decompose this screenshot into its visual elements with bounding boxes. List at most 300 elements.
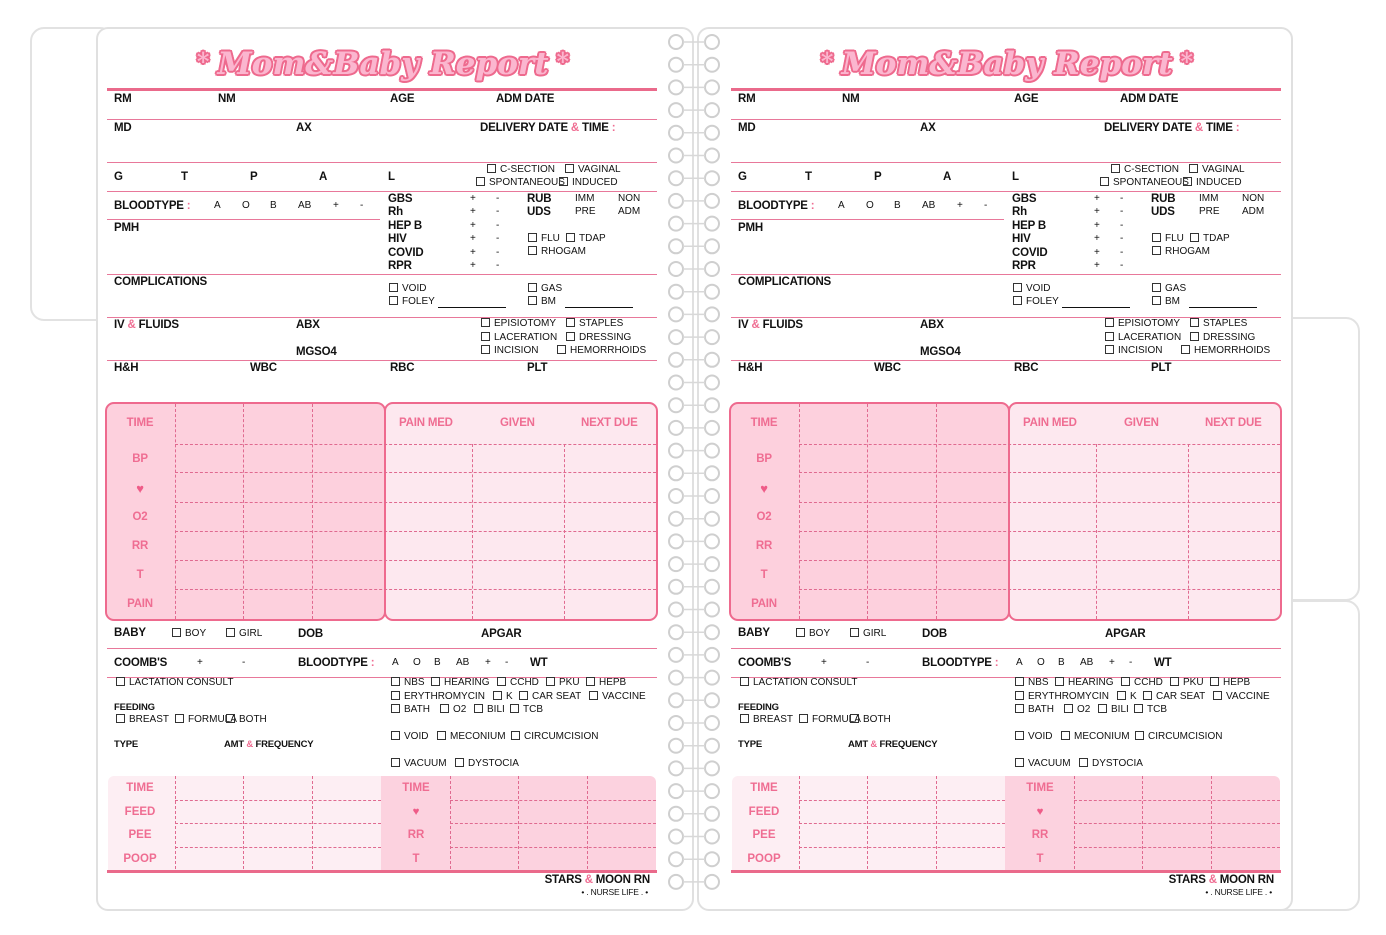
star-icon: * <box>196 47 210 76</box>
checkbox-option[interactable]: INCISION <box>481 344 538 358</box>
checkbox-option[interactable]: SPONTANEOUS <box>476 176 565 190</box>
coombs-label: COOMB'S <box>114 657 168 669</box>
label: RUB <box>1151 193 1176 205</box>
vitals-row-label: RR <box>755 540 773 552</box>
label: PRE <box>1199 206 1220 217</box>
lab-name: GBS <box>388 193 413 205</box>
baby-care-row-label: PEE <box>752 829 776 841</box>
grid-line <box>799 800 1005 801</box>
checkbox-option[interactable]: K <box>1117 690 1137 704</box>
lab-name: Rh <box>1012 206 1027 218</box>
footer-brand: STARS & MOON RN <box>544 874 650 886</box>
grid-line <box>799 589 1280 590</box>
bloodtype-label: BLOODTYPE : <box>114 200 191 212</box>
lab-name: HEP B <box>388 220 422 232</box>
heart-icon: ♥ <box>136 481 144 496</box>
checkbox-option[interactable]: HEMORRHOIDS <box>557 344 646 358</box>
lab-negative: - <box>496 233 500 244</box>
nm-label: NM <box>218 93 236 105</box>
divider-line <box>731 119 1281 120</box>
grid-line <box>936 404 937 619</box>
bloodtype-option: - <box>505 657 509 668</box>
grid-line <box>175 847 381 848</box>
amt-frequency-label: AMT & FREQUENCY <box>848 739 938 750</box>
complications-label: COMPLICATIONS <box>114 276 208 288</box>
report-page-2 <box>624 0 1324 935</box>
checkbox-option[interactable]: HEMORRHOIDS <box>1181 344 1270 358</box>
bloodtype-option: A <box>838 200 845 211</box>
grid-line <box>799 502 1280 503</box>
checkbox-option[interactable]: VAGINAL <box>565 163 621 177</box>
divider-line <box>107 648 657 649</box>
bloodtype-option: AB <box>456 657 470 668</box>
divider-line <box>107 88 657 91</box>
baby-care-row-label: FEED <box>748 806 780 818</box>
vitals-row-label: BP <box>132 453 148 465</box>
bloodtype-option: AB <box>298 200 312 211</box>
grid-line <box>799 560 1280 561</box>
lab-positive: + <box>470 193 476 204</box>
coombs-label: COOMB'S <box>738 657 792 669</box>
baby-bloodtype-label: BLOODTYPE : <box>922 657 999 669</box>
hh-label: H&H <box>738 362 763 374</box>
lab-name: GBS <box>1012 193 1037 205</box>
lab-negative: - <box>1120 233 1124 244</box>
feeding-label: FEEDING <box>738 702 779 713</box>
grid-line <box>799 823 1005 824</box>
bloodtype-option: AB <box>1080 657 1094 668</box>
label: UDS <box>1151 206 1175 218</box>
bloodtype-option: + <box>1109 657 1115 668</box>
checkbox-option[interactable]: FLU <box>1152 232 1184 246</box>
grid-line <box>175 472 656 473</box>
baby-vitals-row-label: TIME <box>1026 782 1054 794</box>
checkbox-option[interactable]: BREAST <box>116 713 169 727</box>
checkbox-option[interactable]: C-SECTION <box>1111 163 1179 177</box>
pmh-label: PMH <box>738 222 763 234</box>
grid-line <box>1096 444 1097 619</box>
checkbox-option[interactable]: BOTH <box>226 713 267 727</box>
baby-care-row-label: POOP <box>123 853 157 865</box>
checkbox-option[interactable]: C-SECTION <box>487 163 555 177</box>
checkbox-option[interactable]: BILI <box>474 703 505 717</box>
bloodtype-option: - <box>984 200 988 211</box>
md-label: MD <box>738 122 756 134</box>
mgso4-label: MGSO4 <box>920 346 961 358</box>
checkbox-option[interactable]: BREAST <box>740 713 793 727</box>
label: RUB <box>527 193 552 205</box>
lab-negative: - <box>496 247 500 258</box>
lab-name: HIV <box>1012 233 1031 245</box>
bloodtype-option: + <box>333 200 339 211</box>
vitals-row-label: BP <box>756 453 772 465</box>
lab-positive: + <box>470 233 476 244</box>
label: - <box>866 657 870 668</box>
star-icon: * <box>820 47 834 76</box>
grid-line <box>312 404 313 619</box>
checkbox-option[interactable]: GAS <box>1152 282 1186 296</box>
lab-name: RPR <box>388 260 412 272</box>
checkbox-option[interactable]: TDAP <box>1190 232 1230 246</box>
nm-label: NM <box>842 93 860 105</box>
lab-label: WBC <box>250 362 277 374</box>
checkbox-option[interactable]: SPONTANEOUS <box>1100 176 1189 190</box>
hh-label: H&H <box>114 362 139 374</box>
gtpal-label: A <box>319 171 328 183</box>
lab-positive: + <box>470 247 476 258</box>
divider-line <box>731 360 1281 361</box>
label: NON <box>618 193 641 204</box>
bloodtype-option: B <box>270 200 277 211</box>
footer-tagline: • . NURSE LIFE . • <box>1205 887 1272 897</box>
lab-name: COVID <box>388 247 424 259</box>
bloodtype-option: B <box>1058 657 1065 668</box>
bloodtype-option: - <box>1129 657 1133 668</box>
checkbox-option[interactable]: DRESSING <box>566 331 631 345</box>
grid-line <box>175 531 656 532</box>
checkbox-option[interactable]: BOY <box>796 627 830 641</box>
bloodtype-option: O <box>1037 657 1045 668</box>
vitals-row-label: PAIN <box>127 598 153 610</box>
vitals-row-label: PAIN <box>751 598 777 610</box>
checkbox-option[interactable]: CIRCUMCISION <box>1135 730 1222 744</box>
lab-name: COVID <box>1012 247 1048 259</box>
lab-negative: - <box>496 220 500 231</box>
lab-negative: - <box>1120 206 1124 217</box>
adm-date-label: ADM DATE <box>1120 93 1179 105</box>
write-in-line[interactable] <box>1189 307 1257 308</box>
baby-label: BABY <box>738 627 770 639</box>
grid-line <box>175 560 656 561</box>
vitals-row-label: O2 <box>756 511 772 523</box>
vitals-row-label: TIME <box>750 417 778 429</box>
checkbox-option[interactable]: DYSTOCIA <box>1079 757 1143 771</box>
heart-icon: ♥ <box>1036 806 1044 818</box>
checkbox-option[interactable]: O2 <box>1064 703 1090 717</box>
checkbox-option[interactable]: CCHD <box>1121 676 1163 690</box>
checkbox-option[interactable]: LACERATION <box>1105 331 1181 345</box>
checkbox-option[interactable]: FORMULA <box>799 713 861 727</box>
label: PRE <box>575 206 596 217</box>
grid-line <box>1074 847 1280 848</box>
checkbox-option[interactable]: GAS <box>528 282 562 296</box>
write-in-line[interactable] <box>1062 307 1130 308</box>
lab-positive: + <box>470 260 476 271</box>
checkbox-option[interactable]: RHOGAM <box>528 245 586 259</box>
label: + <box>197 657 203 668</box>
checkbox-option[interactable]: BOY <box>172 627 206 641</box>
checkbox-option[interactable]: GIRL <box>226 627 262 641</box>
grid-line <box>1074 800 1280 801</box>
report-title <box>189 46 577 82</box>
grid-line <box>799 404 800 619</box>
checkbox-option[interactable]: NBS <box>1015 676 1049 690</box>
divider-line <box>107 360 657 361</box>
baby-care-row-label: POOP <box>747 853 781 865</box>
divider-line <box>107 119 657 120</box>
grid-line <box>175 502 656 503</box>
baby-bloodtype-label: BLOODTYPE : <box>298 657 375 669</box>
footer-tagline: • . NURSE LIFE . • <box>581 887 648 897</box>
bloodtype-option: O <box>866 200 874 211</box>
checkbox-option[interactable]: LACERATION <box>481 331 557 345</box>
label: - <box>242 657 246 668</box>
checkbox-option[interactable]: VACCINE <box>589 690 646 704</box>
baby-vitals-row-label: RR <box>407 829 425 841</box>
checkbox-option[interactable]: GIRL <box>850 627 886 641</box>
checkbox-option[interactable]: BATH <box>391 703 430 717</box>
checkbox-option[interactable]: CAR SEAT <box>519 690 581 704</box>
checkbox-option[interactable]: ERYTHROMYCIN <box>391 690 485 704</box>
delivery-date-label: DELIVERY DATE & TIME : <box>1104 122 1240 134</box>
checkbox-option[interactable]: HEARING <box>431 676 490 690</box>
checkbox-option[interactable]: TCB <box>1134 703 1167 717</box>
gtpal-label: A <box>943 171 952 183</box>
checkbox-option[interactable]: CCHD <box>497 676 539 690</box>
bloodtype-option: O <box>242 200 250 211</box>
lab-negative: - <box>496 193 500 204</box>
age-label: AGE <box>1014 93 1039 105</box>
checkbox-option[interactable]: HEPB <box>586 676 626 690</box>
lab-label: RBC <box>390 362 415 374</box>
abx-label: ABX <box>920 319 944 331</box>
write-in-line[interactable] <box>438 307 506 308</box>
checkbox-option[interactable]: VAGINAL <box>1189 163 1245 177</box>
label: + <box>821 657 827 668</box>
label: IMM <box>575 193 595 204</box>
checkbox-option[interactable]: K <box>493 690 513 704</box>
baby-vitals-row-label: RR <box>1031 829 1049 841</box>
checkbox-option[interactable]: BOTH <box>850 713 891 727</box>
write-in-line[interactable] <box>565 307 633 308</box>
report-title <box>813 46 1201 82</box>
checkbox-option[interactable]: LACTATION CONSULT <box>116 676 233 690</box>
lab-negative: - <box>496 206 500 217</box>
checkbox-option[interactable]: PKU <box>546 676 580 690</box>
lab-negative: - <box>1120 247 1124 258</box>
type-label: TYPE <box>114 739 139 750</box>
wt-label: WT <box>530 657 548 669</box>
bloodtype-option: AB <box>922 200 936 211</box>
checkbox-option[interactable]: LACTATION CONSULT <box>740 676 857 690</box>
vitals-row-label: T <box>760 569 768 581</box>
bloodtype-option: - <box>360 200 364 211</box>
bloodtype-option: + <box>485 657 491 668</box>
bloodtype-option: B <box>434 657 441 668</box>
heart-icon: ♥ <box>412 806 420 818</box>
type-label: TYPE <box>738 739 763 750</box>
grid-line <box>472 444 473 619</box>
feeding-label: FEEDING <box>114 702 155 713</box>
checkbox-option[interactable]: TDAP <box>566 232 606 246</box>
checkbox-option[interactable]: EPISIOTOMY <box>1105 317 1180 331</box>
checkbox-option[interactable]: NBS <box>391 676 425 690</box>
ax-label: AX <box>920 122 936 134</box>
checkbox-option[interactable]: CAR SEAT <box>1143 690 1205 704</box>
grid-line <box>867 404 868 619</box>
checkbox-option[interactable]: FOLEY <box>389 295 435 309</box>
vitals-row-label: T <box>136 569 144 581</box>
gtpal-label: G <box>114 171 123 183</box>
checkbox-option[interactable]: INDUCED <box>559 176 618 190</box>
star-icon: * <box>556 47 570 76</box>
checkbox-option[interactable]: VOID <box>389 282 426 296</box>
lab-positive: + <box>1094 193 1100 204</box>
gtpal-label: P <box>874 171 882 183</box>
lab-positive: + <box>470 220 476 231</box>
lab-label: RBC <box>1014 362 1039 374</box>
checkbox-option[interactable]: BATH <box>1015 703 1054 717</box>
grid-line <box>175 823 381 824</box>
divider-line <box>107 219 380 220</box>
grid-line <box>799 444 1280 445</box>
rm-label: RM <box>738 93 756 105</box>
gtpal-label: P <box>250 171 258 183</box>
pain-header: PAIN MED <box>1023 417 1077 429</box>
checkbox-option[interactable]: BILI <box>1098 703 1129 717</box>
grid-line <box>564 444 565 619</box>
wt-label: WT <box>1154 657 1172 669</box>
label: IMM <box>1199 193 1219 204</box>
checkbox-option[interactable]: FORMULA <box>175 713 237 727</box>
mgso4-label: MGSO4 <box>296 346 337 358</box>
md-label: MD <box>114 122 132 134</box>
heart-icon: ♥ <box>760 481 768 496</box>
grid-line <box>799 472 1280 473</box>
grid-line <box>799 531 1280 532</box>
grid-line <box>175 444 656 445</box>
baby-care-row-label: FEED <box>124 806 156 818</box>
dob-label: DOB <box>298 628 323 640</box>
lab-negative: - <box>496 260 500 271</box>
checkbox-option[interactable]: BM <box>1152 295 1180 309</box>
checkbox-option[interactable]: MECONIUM <box>1061 730 1130 744</box>
adm-date-label: ADM DATE <box>496 93 555 105</box>
lab-positive: + <box>1094 206 1100 217</box>
lab-positive: + <box>1094 260 1100 271</box>
pain-header: NEXT DUE <box>1205 417 1262 429</box>
bloodtype-option: B <box>894 200 901 211</box>
gtpal-label: T <box>181 171 188 183</box>
checkbox-option[interactable]: VACUUM <box>1015 757 1071 771</box>
lab-positive: + <box>1094 220 1100 231</box>
checkbox-option[interactable]: VOID <box>391 730 428 744</box>
vitals-row-label: O2 <box>132 511 148 523</box>
vitals-row-label: TIME <box>126 417 154 429</box>
label: ADM <box>1242 206 1265 217</box>
checkbox-option[interactable]: BM <box>528 295 556 309</box>
divider-line <box>731 88 1281 91</box>
bloodtype-label: BLOODTYPE : <box>738 200 815 212</box>
checkbox-option[interactable]: DRESSING <box>1190 331 1255 345</box>
pain-header: GIVEN <box>1124 417 1159 429</box>
grid-line <box>243 404 244 619</box>
gtpal-label: L <box>388 171 395 183</box>
checkbox-option[interactable]: RHOGAM <box>1152 245 1210 259</box>
gtpal-label: T <box>805 171 812 183</box>
iv-fluids-label: IV & FLUIDS <box>738 319 803 331</box>
age-label: AGE <box>390 93 415 105</box>
apgar-label: APGAR <box>481 628 522 640</box>
apgar-label: APGAR <box>1105 628 1146 640</box>
title-text: Mom&Baby Report <box>217 46 549 82</box>
lab-label: PLT <box>527 362 548 374</box>
grid-line <box>175 800 381 801</box>
complications-label: COMPLICATIONS <box>738 276 832 288</box>
iv-fluids-label: IV & FLUIDS <box>114 319 179 331</box>
divider-line <box>731 648 1281 649</box>
lab-negative: - <box>1120 193 1124 204</box>
pain-header: PAIN MED <box>399 417 453 429</box>
checkbox-option[interactable]: MECONIUM <box>437 730 506 744</box>
abx-label: ABX <box>296 319 320 331</box>
grid-line <box>1074 823 1280 824</box>
pain-header: NEXT DUE <box>581 417 638 429</box>
checkbox-option[interactable]: ERYTHROMYCIN <box>1015 690 1109 704</box>
label: UDS <box>527 206 551 218</box>
baby-vitals-row-label: TIME <box>402 782 430 794</box>
gtpal-label: L <box>1012 171 1019 183</box>
dob-label: DOB <box>922 628 947 640</box>
checkbox-option[interactable]: FLU <box>528 232 560 246</box>
baby-label: BABY <box>114 627 146 639</box>
checkbox-option[interactable]: FOLEY <box>1013 295 1059 309</box>
checkbox-option[interactable]: DYSTOCIA <box>455 757 519 771</box>
divider-line <box>731 219 1004 220</box>
checkbox-option[interactable]: INCISION <box>1105 344 1162 358</box>
label: ADM <box>618 206 641 217</box>
lab-negative: - <box>1120 260 1124 271</box>
baby-care-row-label: PEE <box>128 829 152 841</box>
bloodtype-option: A <box>392 657 399 668</box>
delivery-date-label: DELIVERY DATE & TIME : <box>480 122 616 134</box>
checkbox-option[interactable]: TCB <box>510 703 543 717</box>
checkbox-option[interactable]: VOID <box>1015 730 1052 744</box>
baby-vitals-row-label: T <box>1036 853 1044 865</box>
amt-frequency-label: AMT & FREQUENCY <box>224 739 314 750</box>
checkbox-option[interactable]: VACUUM <box>391 757 447 771</box>
lab-name: RPR <box>1012 260 1036 272</box>
bloodtype-option: A <box>214 200 221 211</box>
footer-brand: STARS & MOON RN <box>1168 874 1274 886</box>
vitals-row-label: RR <box>131 540 149 552</box>
grid-line <box>175 589 656 590</box>
baby-care-row-label: TIME <box>126 782 154 794</box>
checkbox-option[interactable]: VACCINE <box>1213 690 1270 704</box>
checkbox-option[interactable]: HEARING <box>1055 676 1114 690</box>
rm-label: RM <box>114 93 132 105</box>
title-text: Mom&Baby Report <box>841 46 1173 82</box>
bloodtype-option: O <box>413 657 421 668</box>
lab-positive: + <box>1094 233 1100 244</box>
lab-label: WBC <box>874 362 901 374</box>
checkbox-option[interactable]: CIRCUMCISION <box>511 730 598 744</box>
checkbox-option[interactable]: INDUCED <box>1183 176 1242 190</box>
bloodtype-option: + <box>957 200 963 211</box>
checkbox-option[interactable]: PKU <box>1170 676 1204 690</box>
lab-name: HEP B <box>1012 220 1046 232</box>
checkbox-option[interactable]: STAPLES <box>566 317 623 331</box>
checkbox-option[interactable]: STAPLES <box>1190 317 1247 331</box>
gtpal-label: G <box>738 171 747 183</box>
label: NON <box>1242 193 1265 204</box>
ax-label: AX <box>296 122 312 134</box>
checkbox-option[interactable]: VOID <box>1013 282 1050 296</box>
checkbox-option[interactable]: HEPB <box>1210 676 1250 690</box>
checkbox-option[interactable]: EPISIOTOMY <box>481 317 556 331</box>
lab-positive: + <box>1094 247 1100 258</box>
checkbox-option[interactable]: O2 <box>440 703 466 717</box>
